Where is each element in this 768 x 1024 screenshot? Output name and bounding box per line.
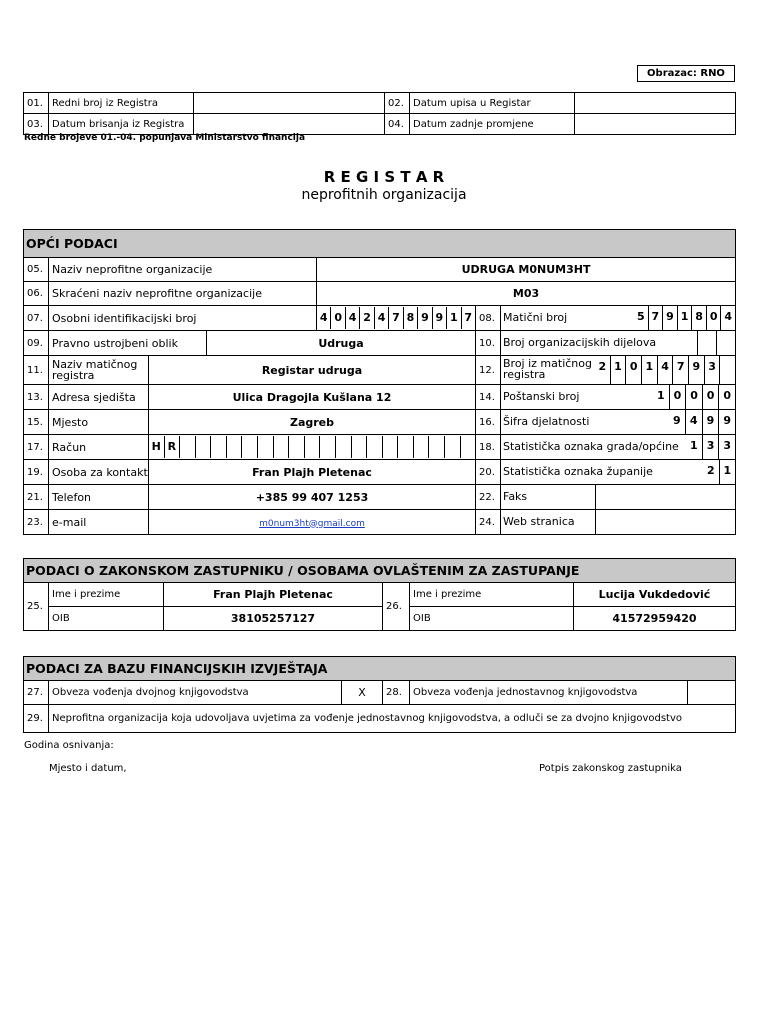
signature-label: Potpis zakonskog zastupnika [539, 763, 682, 774]
bank-account-char-20[interactable] [444, 436, 460, 458]
bank-account-char-7[interactable] [241, 436, 257, 458]
field-15-number: 15. [24, 410, 49, 435]
field-10-number: 10. [476, 331, 501, 356]
top-note: Redne brojeve 01.-04. popunjava Ministarstvo financija [24, 133, 306, 143]
field-18-cell [501, 435, 736, 460]
financial-table [23, 656, 736, 733]
bank-account-char-18[interactable] [413, 436, 429, 458]
field-06-number: 06. [24, 282, 49, 306]
postal-code-digit-1[interactable]: 1 [656, 389, 665, 402]
field-15-label: Mjesto [49, 410, 149, 435]
field-06-label: Skraćeni naziv neprofitne organizacije [49, 282, 317, 306]
section-general-heading: OPĆI PODACI [24, 230, 736, 258]
field-01-label: Redni broj iz Registra [49, 93, 194, 114]
field-20-cell [501, 460, 736, 485]
oib-digit-11[interactable]: 7 [461, 307, 475, 329]
single-entry-checkbox[interactable] [688, 681, 736, 705]
city-field[interactable]: Zagreb [149, 410, 476, 435]
registration-number-digit-2[interactable]: 7 [648, 306, 663, 330]
email-field[interactable] [149, 510, 476, 535]
short-name-field[interactable]: M03 [317, 282, 736, 306]
registration-number-digit-7[interactable]: 4 [720, 306, 735, 330]
field-19-label: Osoba za kontakt [49, 460, 149, 485]
website-field[interactable] [596, 510, 735, 534]
bank-account-char-14[interactable] [351, 436, 367, 458]
field-11-label-line-2: registra [52, 369, 95, 382]
field-18-label: Statistička oznaka grada/općine [503, 440, 679, 453]
oib-digit-6[interactable]: 7 [388, 307, 402, 329]
oib-digit-10[interactable]: 1 [446, 307, 460, 329]
field-13-number: 13. [24, 385, 49, 410]
postal-code-digit-5[interactable]: 0 [718, 385, 735, 409]
field-18-number: 18. [476, 435, 501, 460]
field-26-oib-label: OIB [410, 607, 574, 631]
field-13-label: Adresa sjedišta [49, 385, 149, 410]
registry-info-table [23, 92, 736, 135]
registry-number-digit-7[interactable]: 9 [688, 356, 704, 384]
field-24-cell [501, 510, 736, 535]
place-date-label: Mjesto i datum, [49, 763, 127, 774]
representatives-table [23, 558, 736, 631]
bank-account-char-10[interactable] [288, 436, 304, 458]
field-08-cell [501, 306, 736, 331]
field-07-number: 07. [24, 306, 49, 331]
double-entry-checkbox[interactable]: X [342, 681, 383, 705]
registration-number-digit-4[interactable]: 1 [677, 306, 692, 330]
field-17-number: 17. [24, 435, 49, 460]
activity-code-digit-4[interactable]: 9 [718, 410, 735, 434]
field-22-number: 22. [476, 485, 501, 510]
field-29-label: Neprofitna organizacija koja udovoljava uvjetima za vođenje jednostavnog knjigovodstva, a odluči se za dvojno knjigovodstvo [49, 705, 736, 733]
registry-number-digit-9[interactable] [719, 356, 735, 384]
field-03-label: Datum brisanja iz Registra [49, 114, 194, 135]
field-16-label: Šifra djelatnosti [503, 415, 590, 428]
field-08-label: Matični broj [503, 311, 568, 324]
registry-number-digit-5[interactable]: 4 [657, 356, 673, 384]
bank-account-char-21[interactable] [460, 436, 476, 458]
representative-2-name[interactable]: Lucija Vukdedović [574, 583, 736, 607]
field-09-number: 09. [24, 331, 49, 356]
city-code-digit-3[interactable]: 3 [718, 435, 735, 459]
org-parts-box-2[interactable] [697, 331, 716, 355]
field-20-label: Statistička oznaka županije [503, 465, 653, 478]
contact-person-field[interactable]: Fran Plajh Pletenac [149, 460, 476, 485]
general-data-table [23, 229, 736, 535]
registration-number-digit-6[interactable]: 0 [706, 306, 721, 330]
oib-digit-7[interactable]: 8 [403, 307, 417, 329]
oib-digit-8[interactable]: 9 [417, 307, 431, 329]
activity-code-digit-3[interactable]: 9 [702, 410, 719, 434]
county-code-digit-1[interactable]: 2 [706, 464, 715, 477]
field-19-number: 19. [24, 460, 49, 485]
oib-digit-4[interactable]: 2 [359, 307, 373, 329]
registry-number-digit-4[interactable]: 1 [641, 356, 657, 384]
field-21-number: 21. [24, 485, 49, 510]
field-23-label: e-mail [49, 510, 149, 535]
field-22-label: Faks [501, 485, 596, 509]
field-25-name-label: Ime i prezime [49, 583, 164, 607]
bank-account-field[interactable] [149, 435, 476, 460]
field-01-value[interactable] [194, 93, 385, 114]
field-02-number: 02. [385, 93, 410, 114]
field-02-value[interactable] [575, 93, 736, 114]
bank-account-char-2[interactable]: R [164, 436, 180, 458]
registry-number-digit-6[interactable]: 7 [672, 356, 688, 384]
page-subtitle: neprofitnih organizacija [301, 187, 467, 203]
field-11-label-line-1: Naziv matičnog [52, 358, 138, 371]
form-code-box [637, 65, 735, 82]
section-financial-heading: PODACI ZA BAZU FINANCIJSKIH IZVJEŠTAJA [24, 657, 736, 681]
oib-digit-2[interactable]: 0 [330, 307, 344, 329]
field-28-number: 28. [383, 681, 410, 705]
registration-number-digit-1[interactable]: 5 [636, 310, 645, 323]
field-14-label: Poštanski broj [503, 390, 580, 403]
bank-account-char-17[interactable] [397, 436, 413, 458]
postal-code-digit-4[interactable]: 0 [702, 385, 719, 409]
bank-account-char-3[interactable] [179, 436, 195, 458]
bank-account-char-6[interactable] [226, 436, 242, 458]
field-25-oib-label: OIB [49, 607, 164, 631]
oib-digit-9[interactable]: 9 [432, 307, 446, 329]
field-27-label: Obveza vođenja dvojnog knjigovodstva [49, 681, 342, 705]
org-parts-box-3[interactable] [716, 331, 735, 355]
bank-account-char-19[interactable] [428, 436, 444, 458]
field-14-cell [501, 385, 736, 410]
field-12-label [501, 356, 595, 384]
field-01-number: 01. [24, 93, 49, 114]
address-field[interactable]: Ulica Dragojla Kušlana 12 [149, 385, 476, 410]
fax-field[interactable] [596, 485, 735, 509]
field-29-number: 29. [24, 705, 49, 733]
field-11-number: 11. [24, 356, 49, 385]
bank-account-char-16[interactable] [382, 436, 398, 458]
field-04-label: Datum zadnje promjene [410, 114, 575, 135]
representative-1-oib[interactable]: 38105257127 [164, 607, 383, 631]
activity-code-digit-1[interactable]: 9 [673, 414, 681, 427]
parent-registry-field[interactable]: Registar udruga [149, 356, 476, 385]
founding-year-label: Godina osnivanja: [24, 740, 114, 751]
field-04-number: 04. [385, 114, 410, 135]
field-16-number: 16. [476, 410, 501, 435]
activity-code-digit-2[interactable]: 4 [685, 410, 702, 434]
field-24-number: 24. [476, 510, 501, 535]
bank-account-char-13[interactable] [335, 436, 351, 458]
field-07-label: Osobni identifikacijski broj [49, 306, 317, 331]
bank-account-char-8[interactable] [257, 436, 273, 458]
representative-1-name[interactable]: Fran Plajh Pletenac [164, 583, 383, 607]
field-27-number: 27. [24, 681, 49, 705]
section-representatives-heading: PODACI O ZAKONSKOM ZASTUPNIKU / OSOBAMA OVLAŠTENIM ZA ZASTUPANJE [24, 559, 736, 583]
org-parts-box-1[interactable] [679, 331, 697, 355]
oib-digit-1[interactable]: 4 [319, 311, 328, 324]
email-link[interactable]: m0num3ht@gmail.com [259, 518, 365, 529]
field-03-value[interactable] [194, 114, 385, 135]
bank-account-char-5[interactable] [210, 436, 226, 458]
oib-digit-3[interactable]: 4 [345, 307, 359, 329]
field-26-number: 26. [383, 583, 410, 631]
representative-2-oib[interactable]: 41572959420 [574, 607, 736, 631]
legal-form-field[interactable]: Udruga [207, 331, 476, 356]
oib-digits-field[interactable] [317, 306, 476, 331]
bank-account-char-1[interactable]: H [151, 440, 161, 453]
city-code-digit-2[interactable]: 3 [702, 435, 719, 459]
registry-number-digit-1[interactable]: 2 [598, 360, 607, 373]
bank-account-char-12[interactable] [319, 436, 335, 458]
registration-number-digit-3[interactable]: 9 [662, 306, 677, 330]
field-03-number: 03. [24, 114, 49, 135]
field-12-label-line-2: registra [503, 368, 546, 381]
organization-name-field[interactable]: UDRUGA M0NUM3HT [317, 258, 736, 282]
city-code-digit-1[interactable]: 1 [690, 439, 698, 452]
field-04-value[interactable] [575, 114, 736, 135]
bank-account-char-4[interactable] [195, 436, 211, 458]
page-title: R E G I S T A R [323, 168, 445, 186]
field-05-label: Naziv neprofitne organizacije [49, 258, 317, 282]
field-20-number: 20. [476, 460, 501, 485]
field-17-label: Račun [49, 435, 149, 460]
field-16-cell [501, 410, 736, 435]
phone-field[interactable]: +385 99 407 1253 [149, 485, 476, 510]
field-12-label-line-1: Broj iz matičnog [503, 357, 592, 370]
field-28-label: Obveza vođenja jednostavnog knjigovodstva [410, 681, 688, 705]
field-02-label: Datum upisa u Registar [410, 93, 575, 114]
field-05-number: 05. [24, 258, 49, 282]
registration-number-digit-5[interactable]: 8 [691, 306, 706, 330]
bank-account-char-15[interactable] [366, 436, 382, 458]
registry-number-digit-8[interactable]: 3 [704, 356, 720, 384]
field-22-cell [501, 485, 736, 510]
field-21-label: Telefon [49, 485, 149, 510]
field-14-number: 14. [476, 385, 501, 410]
field-12-number: 12. [476, 356, 501, 385]
bank-account-char-9[interactable] [273, 436, 289, 458]
field-10-cell [501, 331, 736, 356]
field-08-number: 08. [476, 306, 501, 331]
field-23-number: 23. [24, 510, 49, 535]
oib-digit-5[interactable]: 4 [374, 307, 388, 329]
field-12-cell [501, 356, 736, 385]
field-26-name-label: Ime i prezime [410, 583, 574, 607]
postal-code-digit-3[interactable]: 0 [685, 385, 702, 409]
field-10-label: Broj organizacijskih dijelova [503, 336, 657, 349]
postal-code-digit-2[interactable]: 0 [669, 385, 686, 409]
field-25-number: 25. [24, 583, 49, 631]
bank-account-char-11[interactable] [304, 436, 320, 458]
field-24-label: Web stranica [501, 510, 596, 534]
county-code-digit-2[interactable]: 1 [719, 460, 736, 484]
form-code: Obrazac: RNO [647, 68, 725, 79]
field-11-label [49, 356, 149, 385]
field-09-label: Pravno ustrojbeni oblik [49, 331, 207, 356]
registry-number-digit-2[interactable]: 1 [610, 356, 626, 384]
registry-number-digit-3[interactable]: 0 [625, 356, 641, 384]
